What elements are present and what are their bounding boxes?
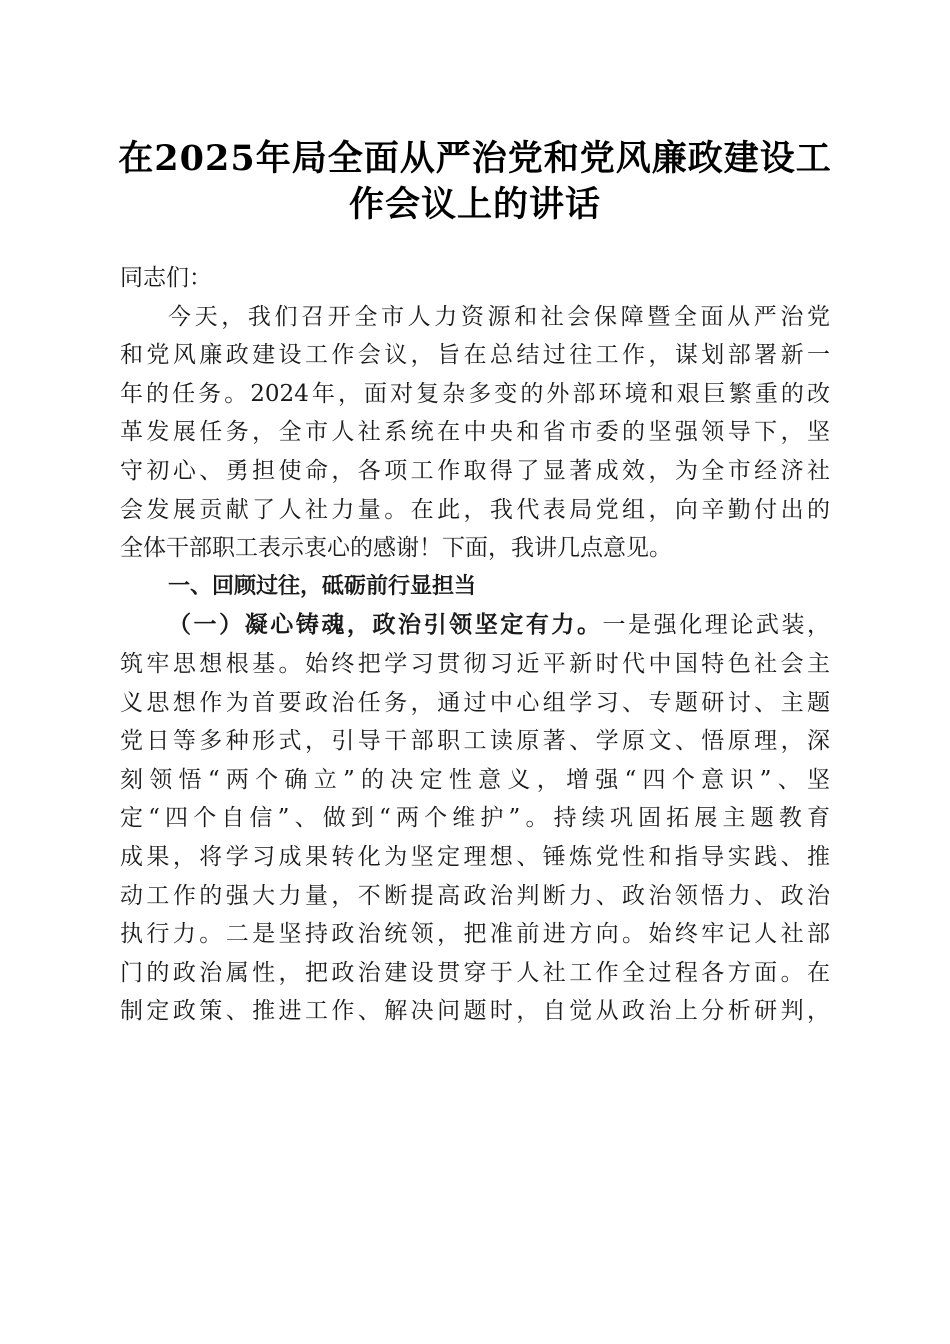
paragraph-line: 成果，将学习成果转化为坚定理想、锤炼党性和指导实践、推 xyxy=(120,843,830,870)
paragraph-line: 动工作的强大力量，不断提高政治判断力、政治领悟力、政治 xyxy=(120,882,830,909)
paragraph-line: 制定政策、推进工作、解决问题时，自觉从政治上分析研判， xyxy=(120,998,830,1025)
paragraph-line: 党日等多种形式，引导干部职工读原著、学原文、悟原理，深 xyxy=(120,728,830,755)
paragraph-text: 一是强化理论武装， xyxy=(602,612,830,639)
section-heading: 一、回顾过往，砥砺前行显担当 xyxy=(168,573,477,599)
paragraph-line: 筑牢思想根基。始终把学习贯彻习近平新时代中国特色社会主 xyxy=(120,650,830,677)
sub-heading: （一）凝心铸魂，政治引领坚定有力。 xyxy=(168,611,603,639)
title-line: 作会议上的讲话 xyxy=(348,184,601,225)
paragraph-line: 全体干部职工表示衷心的感谢！下面，我讲几点意见。 xyxy=(120,535,672,562)
paragraph-line: 和党风廉政建设工作会议，旨在总结过往工作，谋划部署新一 xyxy=(120,342,830,369)
paragraph-line xyxy=(120,606,830,645)
paragraph-line: 今天，我们召开全市人力资源和社会保障暨全面从严治党 xyxy=(168,303,830,330)
document-title xyxy=(100,136,850,228)
title-line: 在2025年局全面从严治党和党风廉政建设工 xyxy=(118,138,832,179)
paragraph-line: 守初心、勇担使命，各项工作取得了显著成效，为全市经济社 xyxy=(120,457,830,484)
salutation: 同志们： xyxy=(120,265,212,291)
paragraph-line: 革发展任务，全市人社系统在中央和省市委的坚强领导下，坚 xyxy=(120,419,830,446)
paragraph-line: 执行力。二是坚持政治统领，把准前进方向。始终牢记人社部 xyxy=(120,921,830,948)
document-body xyxy=(120,259,830,1031)
paragraph-line: 刻领悟“两个确立”的决定性意义，增强“四个意识”、坚 xyxy=(120,766,830,793)
paragraph-line: 门的政治属性，把政治建设贯穿于人社工作全过程各方面。在 xyxy=(120,959,830,986)
paragraph-line: 义思想作为首要政治任务，通过中心组学习、专题研讨、主题 xyxy=(120,689,830,716)
paragraph-line: 会发展贡献了人社力量。在此，我代表局党组，向辛勤付出的 xyxy=(120,496,830,523)
paragraph-line: 定“四个自信”、做到“两个维护”。持续巩固拓展主题教育 xyxy=(120,805,830,832)
paragraph-line: 年的任务。2024年，面对复杂多变的外部环境和艰巨繁重的改 xyxy=(120,380,830,407)
